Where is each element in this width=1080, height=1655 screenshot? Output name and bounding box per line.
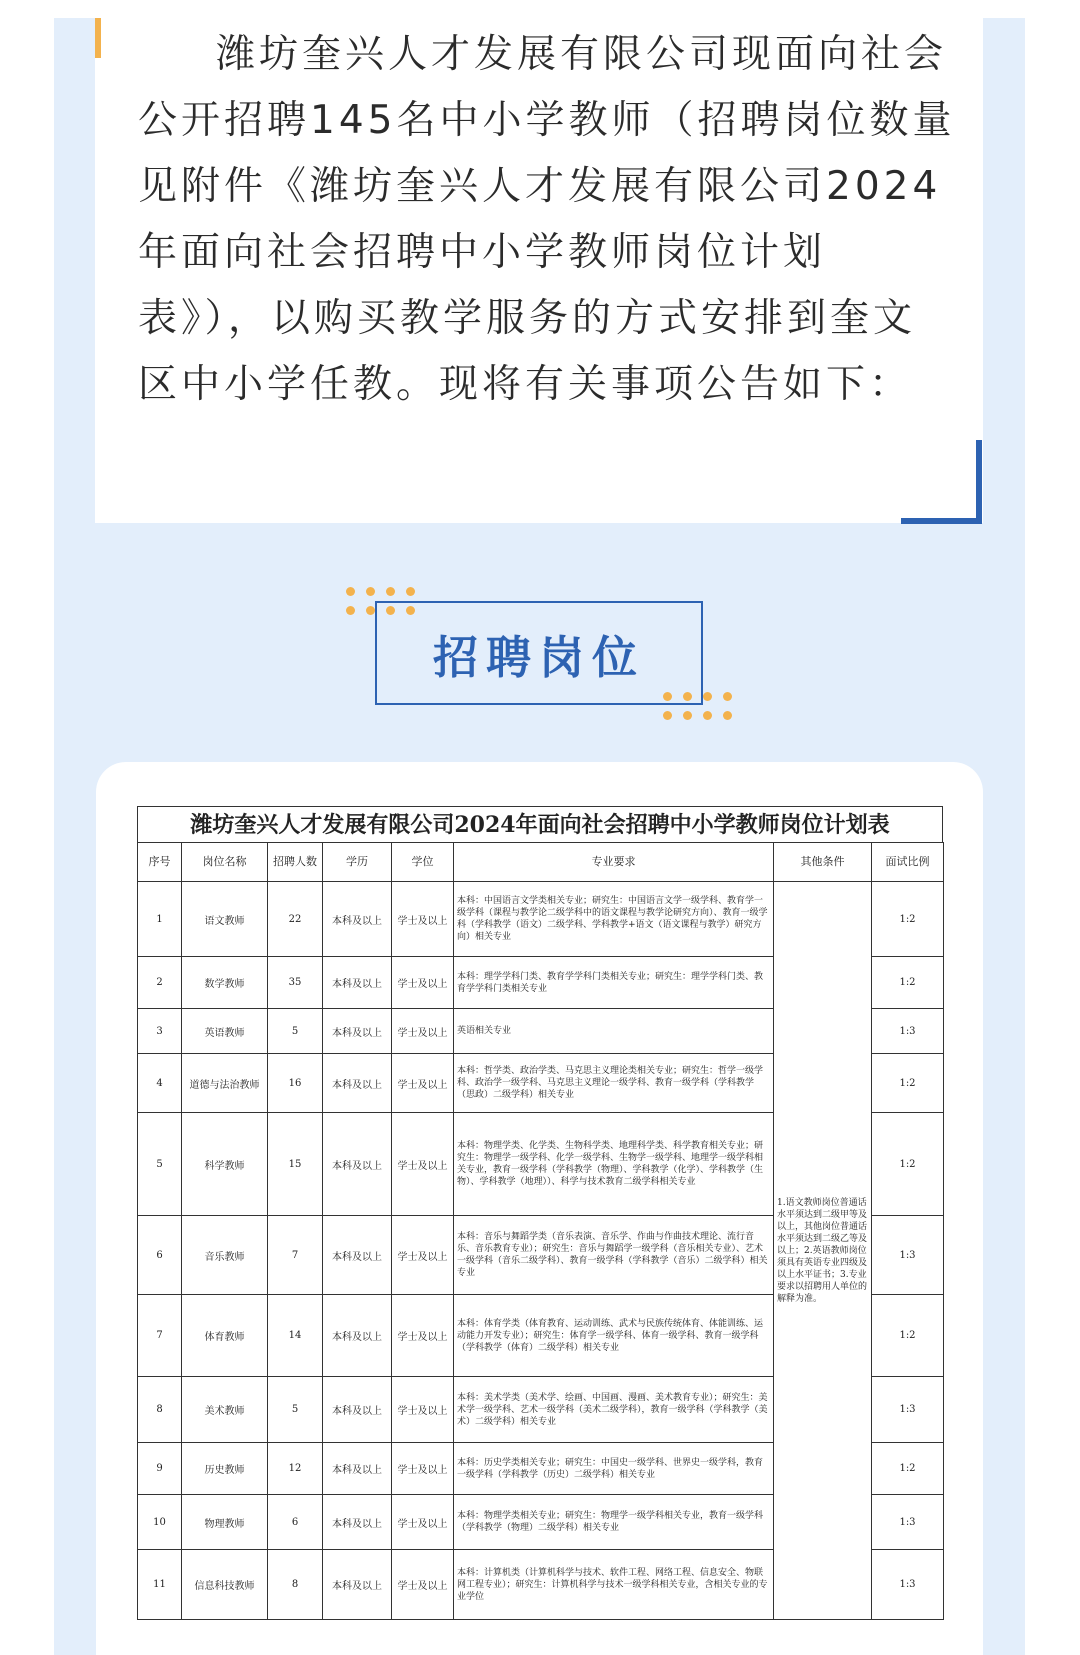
- cell-ratio: 1:3: [872, 1009, 944, 1054]
- table-title: 潍坊奎兴人才发展有限公司2024年面向社会招聘中小学教师岗位计划表: [137, 806, 943, 842]
- cell-edu: 本科及以上: [323, 1443, 392, 1495]
- cell-major: 本科：理学学科门类、教育学学科门类相关专业；研究生：理学学科门类、教育学学科门类相关专业: [454, 957, 774, 1009]
- cell-count: 14: [268, 1295, 323, 1377]
- cell-count: 5: [268, 1377, 323, 1443]
- cell-major: 本科：美术学类（美术学、绘画、中国画、漫画、美术教育专业）；研究生：美术学一级学科、艺术一级学科（美术二级学科），教育一级学科（学科教学（美术）二级学科）相关专业: [454, 1377, 774, 1443]
- header-degree: 学位: [392, 843, 454, 882]
- cell-count: 35: [268, 957, 323, 1009]
- cell-name: 美术教师: [182, 1377, 268, 1443]
- recruitment-plan-table: [137, 842, 944, 1620]
- top-bar: [0, 0, 1080, 18]
- cell-ratio: 1:3: [872, 1550, 944, 1620]
- cell-name: 信息科技教师: [182, 1550, 268, 1620]
- accent-bar-icon: [95, 18, 101, 58]
- cell-degree: 学士及以上: [392, 957, 454, 1009]
- header-count: 招聘人数: [268, 843, 323, 882]
- cell-major: 本科：音乐与舞蹈学类（音乐表演、音乐学、作曲与作曲技术理论、流行音乐、音乐教育专业）；研究生：音乐与舞蹈学一级学科（音乐相关专业）、艺术一级学科（音乐二级学科）、教育一级学科（学科教学（音乐）二级学科）相关专业: [454, 1216, 774, 1295]
- cell-edu: 本科及以上: [323, 1377, 392, 1443]
- cell-seq: 5: [138, 1113, 182, 1216]
- cell-major: 本科：哲学类、政治学类、马克思主义理论类相关专业；研究生：哲学一级学科、政治学一级学科、马克思主义理论一级学科、教育一级学科（学科教学（思政）二级学科）相关专业: [454, 1054, 774, 1113]
- cell-count: 5: [268, 1009, 323, 1054]
- cell-count: 15: [268, 1113, 323, 1216]
- cell-edu: 本科及以上: [323, 1295, 392, 1377]
- cell-name: 语文教师: [182, 882, 268, 957]
- cell-seq: 9: [138, 1443, 182, 1495]
- cell-name: 道德与法治教师: [182, 1054, 268, 1113]
- cell-ratio: 1:2: [872, 1295, 944, 1377]
- cell-degree: 学士及以上: [392, 1054, 454, 1113]
- cell-edu: 本科及以上: [323, 1009, 392, 1054]
- cell-major: 本科：体育学类（体育教育、运动训练、武术与民族传统体育、体能训练、运动能力开发专业）；研究生：体育学一级学科、体育一级学科、教育一级学科（学科教学（体育）二级学科）相关专业: [454, 1295, 774, 1377]
- cell-degree: 学士及以上: [392, 1377, 454, 1443]
- cell-major: 本科：物理学类、化学类、生物科学类、地理科学类、科学教育相关专业；研究生：物理学一级学科、化学一级学科、生物学一级学科、地理学一级学科相关专业，教育一级学科（学科教学（物理）、学科教学（化学）、学科教学（生物）、学科教学（地理））、科学与技术教育二级学科相关专业: [454, 1113, 774, 1216]
- cell-name: 音乐教师: [182, 1216, 268, 1295]
- corner-decoration-icon: [976, 440, 982, 524]
- cell-major: 本科：中国语言文学类相关专业；研究生：中国语言文学一级学科、教育学一级学科（课程与教学论二级学科中的语文课程与教学论研究方向）、教育一级学科（学科教学（语文）二级学科、学科教学+语文（语文课程与教学）研究方向）相关专业: [454, 882, 774, 957]
- intro-card: [95, 18, 983, 523]
- cell-edu: 本科及以上: [323, 1495, 392, 1550]
- cell-ratio: 1:2: [872, 1113, 944, 1216]
- intro-paragraph: 潍坊奎兴人才发展有限公司现面向社会公开招聘145名中小学教师（招聘岗位数量见附件《潍坊奎兴人才发展有限公司2024年面向社会招聘中小学教师岗位计划表》），以购买教学服务的方式安排到奎文区中小学任教。现将有关事项公告如下：: [138, 32, 956, 407]
- cell-count: 7: [268, 1216, 323, 1295]
- header-edu: 学历: [323, 843, 392, 882]
- cell-name: 英语教师: [182, 1009, 268, 1054]
- cell-seq: 2: [138, 957, 182, 1009]
- cell-seq: 10: [138, 1495, 182, 1550]
- cell-ratio: 1:3: [872, 1495, 944, 1550]
- cell-major: 本科：计算机类（计算机科学与技术、软件工程、网络工程、信息安全、物联网工程专业）；研究生：计算机科学与技术一级学科相关专业，含相关专业的专业学位: [454, 1550, 774, 1620]
- cell-ratio: 1:3: [872, 1216, 944, 1295]
- cell-count: 16: [268, 1054, 323, 1113]
- cell-other-conditions: 1.语文教师岗位普通话水平须达到二级甲等及以上，其他岗位普通话水平须达到二级乙等及以上；2.英语教师岗位须具有英语专业四级及以上水平证书；3.专业要求以招聘用人单位的解释为准。: [774, 882, 872, 1620]
- cell-ratio: 1:2: [872, 1443, 944, 1495]
- cell-seq: 1: [138, 882, 182, 957]
- cell-ratio: 1:2: [872, 957, 944, 1009]
- header-seq: 序号: [138, 843, 182, 882]
- cell-edu: 本科及以上: [323, 1550, 392, 1620]
- header-ratio: 面试比例: [872, 843, 944, 882]
- cell-seq: 8: [138, 1377, 182, 1443]
- cell-degree: 学士及以上: [392, 1443, 454, 1495]
- header-name: 岗位名称: [182, 843, 268, 882]
- header-other: 其他条件: [774, 843, 872, 882]
- cell-seq: 3: [138, 1009, 182, 1054]
- cell-degree: 学士及以上: [392, 1113, 454, 1216]
- cell-ratio: 1:3: [872, 1377, 944, 1443]
- cell-name: 历史教师: [182, 1443, 268, 1495]
- header-major: 专业要求: [454, 843, 774, 882]
- cell-major: 英语相关专业: [454, 1009, 774, 1054]
- cell-seq: 4: [138, 1054, 182, 1113]
- cell-seq: 11: [138, 1550, 182, 1620]
- dots-decoration-icon: [663, 692, 733, 722]
- cell-count: 12: [268, 1443, 323, 1495]
- cell-seq: 7: [138, 1295, 182, 1377]
- cell-edu: 本科及以上: [323, 882, 392, 957]
- cell-degree: 学士及以上: [392, 1550, 454, 1620]
- cell-degree: 学士及以上: [392, 1295, 454, 1377]
- cell-name: 科学教师: [182, 1113, 268, 1216]
- cell-degree: 学士及以上: [392, 1495, 454, 1550]
- cell-degree: 学士及以上: [392, 882, 454, 957]
- cell-edu: 本科及以上: [323, 957, 392, 1009]
- cell-edu: 本科及以上: [323, 1054, 392, 1113]
- cell-name: 数学教师: [182, 957, 268, 1009]
- cell-count: 6: [268, 1495, 323, 1550]
- cell-count: 8: [268, 1550, 323, 1620]
- cell-ratio: 1:2: [872, 882, 944, 957]
- cell-name: 物理教师: [182, 1495, 268, 1550]
- cell-edu: 本科及以上: [323, 1216, 392, 1295]
- cell-degree: 学士及以上: [392, 1216, 454, 1295]
- section-title: 招聘岗位: [432, 630, 645, 684]
- cell-major: 本科：物理学类相关专业；研究生：物理学一级学科相关专业，教育一级学科（学科教学（物理）二级学科）相关专业: [454, 1495, 774, 1550]
- cell-major: 本科：历史学类相关专业；研究生：中国史一级学科、世界史一级学科，教育一级学科（学科教学（历史）二级学科）相关专业: [454, 1443, 774, 1495]
- cell-seq: 6: [138, 1216, 182, 1295]
- table-row: [138, 882, 944, 957]
- corner-decoration-icon: [901, 518, 982, 524]
- cell-ratio: 1:2: [872, 1054, 944, 1113]
- cell-edu: 本科及以上: [323, 1113, 392, 1216]
- cell-count: 22: [268, 882, 323, 957]
- cell-name: 体育教师: [182, 1295, 268, 1377]
- cell-degree: 学士及以上: [392, 1009, 454, 1054]
